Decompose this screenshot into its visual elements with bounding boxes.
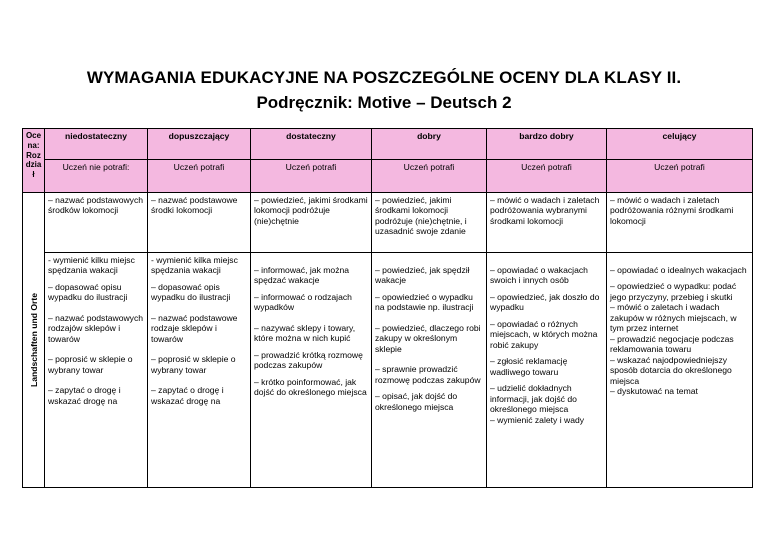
document-subtitle: Podręcznik: Motive – Deutsch 2 — [256, 93, 512, 112]
uczen-label: Uczeń potrafi — [251, 160, 372, 193]
document-title: WYMAGANIA EDUKACYJNE NA POSZCZEGÓLNE OCENY DLA KLASY II. — [86, 68, 682, 87]
requirement-cell: – nazwać podstawowych środków lokomocji — [45, 193, 148, 253]
requirement-cell: – informować, jak można spędzać wakacje – informować o rodzajach wypadków – nazywać sklepy i towary, które można w nich kupić – prowadzić krótką rozmowę podczas zakupów – krótko poinformować, jak dojść do określonego miejsca — [251, 253, 372, 488]
requirement-cell: – powiedzieć, jak spędził wakacje – opowiedzieć o wypadku na podstawie np. ilustracji – powiedzieć, dlaczego robi zakupy w określonym sklepie – sprawnie prowadzić rozmowę podczas zakupów – opisać, jak dojść do określonego miejsca — [372, 253, 487, 488]
corner-header: Oce na: Roz dzia ł — [23, 129, 45, 193]
uczen-label: Uczeń potrafi — [487, 160, 607, 193]
section-label-cell — [23, 193, 45, 488]
grade-header-dopuszczajacy: dopuszczający — [148, 129, 251, 160]
requirement-cell: – mówić o wadach i zaletach podróżowania wybranymi środkami lokomocji — [487, 193, 607, 253]
grade-header-celujacy: celujący — [607, 129, 753, 160]
grade-header-niedostateczny: niedostateczny — [45, 129, 148, 160]
requirement-cell: – mówić o wadach i zaletach podróżowania różnymi środkami lokomocji — [607, 193, 753, 253]
uczen-label: Uczeń nie potrafi: — [45, 160, 148, 193]
uczen-label: Uczeń potrafi — [148, 160, 251, 193]
requirement-cell: – powiedzieć, jakimi środkami lokomocji podróżuje (nie)chętnie — [251, 193, 372, 253]
requirement-cell: – opowiadać o idealnych wakacjach – opowiedzieć o wypadku: podać jego przyczyny, przebieg i skutki – mówić o zaletach i wadach zakupów w różnych miejscach, w tym przez internet – prowadzić negocjacje podczas reklamowania towaru – wskazać najodpowiedniejszy sposób dotarcia do określonego miejsca – dyskutować na temat — [607, 253, 753, 488]
uczen-label: Uczeń potrafi — [372, 160, 487, 193]
grade-header-bardzo-dobry: bardzo dobry — [487, 129, 607, 160]
requirement-cell: – nazwać podstawowe środki lokomocji — [148, 193, 251, 253]
requirements-table — [22, 128, 753, 488]
requirement-cell: – powiedzieć, jakimi środkami lokomocji podróżuje (nie)chętnie, i uzasadnić swoje zdanie — [372, 193, 487, 253]
requirement-cell: - wymienić kilku miejsc spędzania wakacji – dopasować opisu wypadku do ilustracji – nazwać podstawowych rodzajów sklepów i towarów – poprosić w sklepie o wybrany towar – zapytać o drogę i wskazać drogę na — [45, 253, 148, 488]
grade-header-dobry: dobry — [372, 129, 487, 160]
requirement-cell: – opowiadać o wakacjach swoich i innych osób – opowiedzieć, jak doszło do wypadku – opowiadać o różnych miejscach, w których można robić zakupy – zgłosić reklamację wadliwego towaru – udzielić dokładnych informacji, jak dojść do określonego miejsca – wymienić zalety i wady — [487, 253, 607, 488]
section-label: Landschaften und Orte — [28, 292, 39, 388]
grade-header-dostateczny: dostateczny — [251, 129, 372, 160]
uczen-label: Uczeń potrafi — [607, 160, 753, 193]
requirement-cell: - wymienić kilka miejsc spędzania wakacji – dopasować opis wypadku do ilustracji – nazwać podstawowe rodzaje sklepów i towarów – poprosić w sklepie o wybrany towar – zapytać o drogę i wskazać drogę na — [148, 253, 251, 488]
